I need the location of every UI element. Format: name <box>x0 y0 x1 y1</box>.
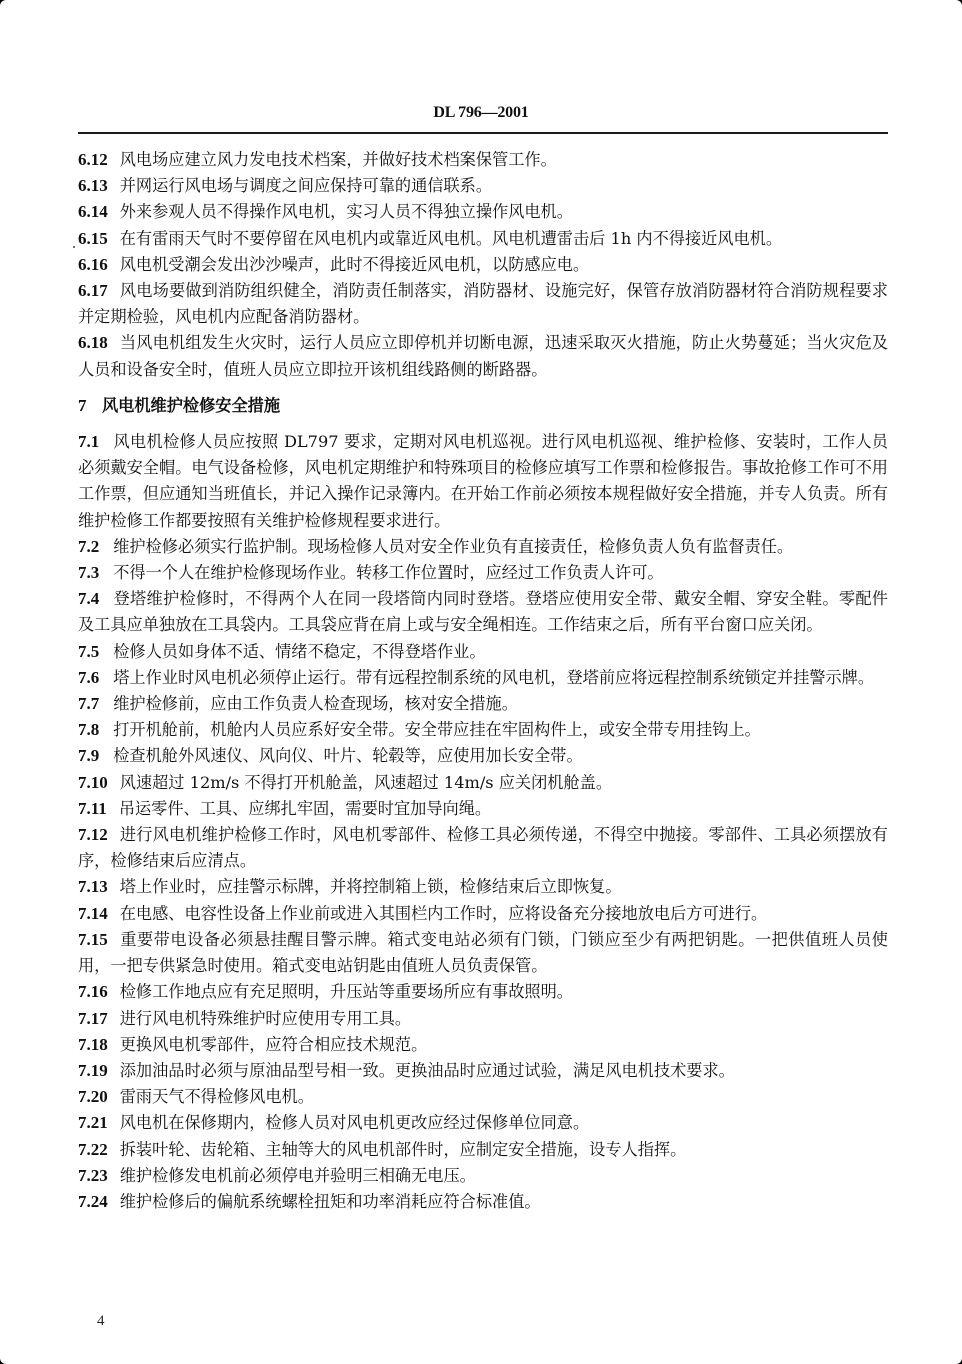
clause-7-23 <box>78 1163 888 1189</box>
clause-text: 塔上作业时风电机必须停止运行。带有远程控制系统的风电机，登塔前应将远程控制系统锁定并挂警示牌。 <box>113 667 875 687</box>
clause-number: 7.12 <box>78 825 108 845</box>
clause-text: 检修工作地点应有充足照明，升压站等重要场所应有事故照明。 <box>119 982 573 1002</box>
clause-7-14 <box>78 901 888 927</box>
clause-text: 雷雨天气不得检修风电机。 <box>119 1087 314 1107</box>
clause-text: 风电场应建立风力发电技术档案，并做好技术档案保管工作。 <box>119 150 557 169</box>
clause-text: 外来参观人员不得操作风电机，实习人员不得独立操作风电机。 <box>119 202 573 222</box>
clause-number: 6.14 <box>78 202 108 222</box>
clause-number: 7.19 <box>78 1060 108 1080</box>
clause-7-10 <box>78 770 888 796</box>
clause-number: 6.16 <box>78 254 108 274</box>
clause-7-22 <box>78 1137 888 1163</box>
clause-number: 7.11 <box>78 798 107 818</box>
clause-number: 7.8 <box>78 720 100 740</box>
clause-text: 在有雷雨天气时不要停留在风电机内或靠近风电机。风电机遭雷击后 1h 内不得接近风电机。 <box>119 228 783 248</box>
clause-number: 6.15 <box>78 228 108 248</box>
clause-number: 7.20 <box>78 1087 108 1107</box>
clause-number: 6.12 <box>78 150 108 169</box>
clause-text: 打开机舱前，机舱内人员应系好安全带。安全带应挂在牢固构件上，或安全带专用挂钩上。 <box>113 720 761 740</box>
clause-7-12 <box>78 822 888 874</box>
clause-number: 7.7 <box>78 694 100 714</box>
clause-7-5 <box>78 639 888 665</box>
clause-text: 检查机舱外风速仪、风向仪、叶片、轮毂等，应使用加长安全带。 <box>113 746 583 766</box>
clause-text: 并网运行风电场与调度之间应保持可靠的通信联系。 <box>119 176 493 196</box>
clause-number: 6.18 <box>78 333 108 353</box>
clause-text: 当风电机组发生火灾时，运行人员应立即停机并切断电源，迅速采取灭火措施，防止火势蔓延；当火灾危及人员和设备安全时，值班人员应立即拉开该机组线路侧的断路器。 <box>78 333 888 379</box>
clause-number: 7.9 <box>78 746 100 766</box>
header-rule <box>78 132 888 134</box>
clause-number: 7.22 <box>78 1139 108 1159</box>
clause-number: 7.5 <box>78 641 100 661</box>
clause-text: 维护检修必须实行监护制。现场检修人员对安全作业负有直接责任，检修负责人负有监督责任。 <box>113 536 794 556</box>
clause-text: 进行风电机特殊维护时应使用专用工具。 <box>119 1008 412 1028</box>
clause-number: 7.21 <box>78 1113 108 1133</box>
clause-7-2 <box>78 534 888 560</box>
clause-7-15 <box>78 927 888 979</box>
clause-7-8 <box>78 717 888 743</box>
clause-7-19 <box>78 1058 888 1084</box>
page-number: 4 <box>97 1313 105 1329</box>
clause-number: 7.24 <box>78 1191 108 1211</box>
clause-6-18 <box>78 330 888 382</box>
clause-7-13 <box>78 874 888 900</box>
clause-6-16 <box>78 252 888 278</box>
clause-7-9 <box>78 743 888 769</box>
clause-7-4 <box>78 586 888 638</box>
clause-number: 7.18 <box>78 1034 108 1054</box>
clause-text: 添加油品时必须与原油品型号相一致。更换油品时应通过试验，满足风电机技术要求。 <box>119 1060 735 1080</box>
clause-number: 7.3 <box>78 563 100 583</box>
clause-text: 维护检修后的偏航系统螺栓扭矩和功率消耗应符合标准值。 <box>119 1191 541 1211</box>
clause-text: 不得一个人在维护检修现场作业。转移工作位置时，应经过工作负责人许可。 <box>113 563 664 583</box>
clause-7-17 <box>78 1006 888 1032</box>
clause-text: 检修人员如身体不适、情绪不稳定，不得登塔作业。 <box>113 641 486 661</box>
clause-number: 6.17 <box>78 281 108 301</box>
clause-text: 风电机检修人员应按照 DL797 要求，定期对风电机巡视。进行风电机巡视、维护检修、安装时，工作人员必须戴安全帽。电气设备检修，风电机定期维护和特殊项目的检修应填写工作票和检修报告。事故抢修工作可不用工作票，但应通知当班值长，并记入操作记录簿内。在开始工作前必须按本规程做好安全措施，并专人负责。所有维护检修工作都要按照有关维护检修规程要求进行。 <box>78 432 888 530</box>
section-title: 风电机维护检修安全措施 <box>102 395 281 415</box>
clause-number: 7.13 <box>78 877 108 897</box>
clause-6-15 <box>78 226 888 252</box>
clause-text: 风电机受潮会发出沙沙噪声，此时不得接近风电机，以防感应电。 <box>119 254 590 274</box>
clause-text: 登塔维护检修时，不得两个人在同一段塔筒内同时登塔。登塔应使用安全带、戴安全帽、穿安全鞋。零配件及工具应单独放在工具袋内。工具袋应背在肩上或与安全绳相连。工作结束之后，所有平台窗口应关闭。 <box>78 589 888 635</box>
clause-text: 拆装叶轮、齿轮箱、主轴等大的风电机部件时，应制定安全措施，设专人指挥。 <box>119 1139 687 1159</box>
scan-artifact-dot <box>73 246 75 248</box>
clause-6-14 <box>78 199 888 225</box>
clause-number: 7.6 <box>78 667 100 687</box>
clause-number: 7.16 <box>78 982 108 1002</box>
clause-text: 进行风电机维护检修工作时，风电机零部件、检修工具必须传递，不得空中抛接。零部件、工具必须摆放有序，检修结束后应清点。 <box>78 825 888 871</box>
clause-6-12 <box>78 147 888 173</box>
clause-6-17 <box>78 278 888 330</box>
clause-text: 风电机在保修期内，检修人员对风电机更改应经过保修单位同意。 <box>119 1113 590 1133</box>
document-body <box>78 147 888 1215</box>
clause-7-20 <box>78 1084 888 1110</box>
section-heading-7 <box>78 393 888 419</box>
clause-number: 6.13 <box>78 176 108 196</box>
clause-7-7 <box>78 691 888 717</box>
section-number: 7 <box>78 395 87 415</box>
clause-7-16 <box>78 979 888 1005</box>
clause-7-1 <box>78 429 888 534</box>
clause-text: 更换风电机零部件，应符合相应技术规范。 <box>119 1034 428 1054</box>
clause-number: 7.10 <box>78 772 108 792</box>
clause-number: 7.1 <box>78 432 100 452</box>
clause-7-3 <box>78 560 888 586</box>
clause-text: 吊运零件、工具、应绑扎牢固，需要时宜加导向绳。 <box>118 798 492 818</box>
running-head: DL 796—2001 <box>433 104 529 121</box>
clause-text: 风速超过 12m/s 不得打开机舱盖，风速超过 14m/s 应关闭机舱盖。 <box>119 772 613 792</box>
clause-text: 维护检修前，应由工作负责人检查现场，核对安全措施。 <box>113 694 518 714</box>
clause-7-21 <box>78 1110 888 1136</box>
clause-text: 塔上作业时，应挂警示标牌，并将控制箱上锁，检修结束后立即恢复。 <box>119 877 622 897</box>
clause-number: 7.15 <box>78 929 108 949</box>
clause-7-24 <box>78 1189 888 1215</box>
clause-number: 7.14 <box>78 903 108 923</box>
clause-7-18 <box>78 1032 888 1058</box>
clause-text: 维护检修发电机前必须停电并验明三相确无电压。 <box>119 1165 476 1185</box>
clause-6-13 <box>78 173 888 199</box>
clause-text: 在电感、电容性设备上作业前或进入其围栏内工作时，应将设备充分接地放电后方可进行。 <box>119 903 768 923</box>
clause-text: 重要带电设备必须悬挂醒目警示牌。箱式变电站必须有门锁，门锁应至少有两把钥匙。一把供值班人员使用，一把专供紧急时使用。箱式变电站钥匙由值班人员负责保管。 <box>78 929 888 976</box>
clause-text: 风电场要做到消防组织健全，消防责任制落实，消防器材、设施完好，保管存放消防器材符合消防规程要求并定期检验，风电机内应配备消防器材。 <box>78 281 888 327</box>
clause-number: 7.2 <box>78 536 100 556</box>
clause-7-6 <box>78 665 888 691</box>
clause-7-11 <box>78 796 888 822</box>
clause-number: 7.17 <box>78 1008 108 1028</box>
clause-number: 7.23 <box>78 1165 108 1185</box>
clause-number: 7.4 <box>78 589 100 609</box>
